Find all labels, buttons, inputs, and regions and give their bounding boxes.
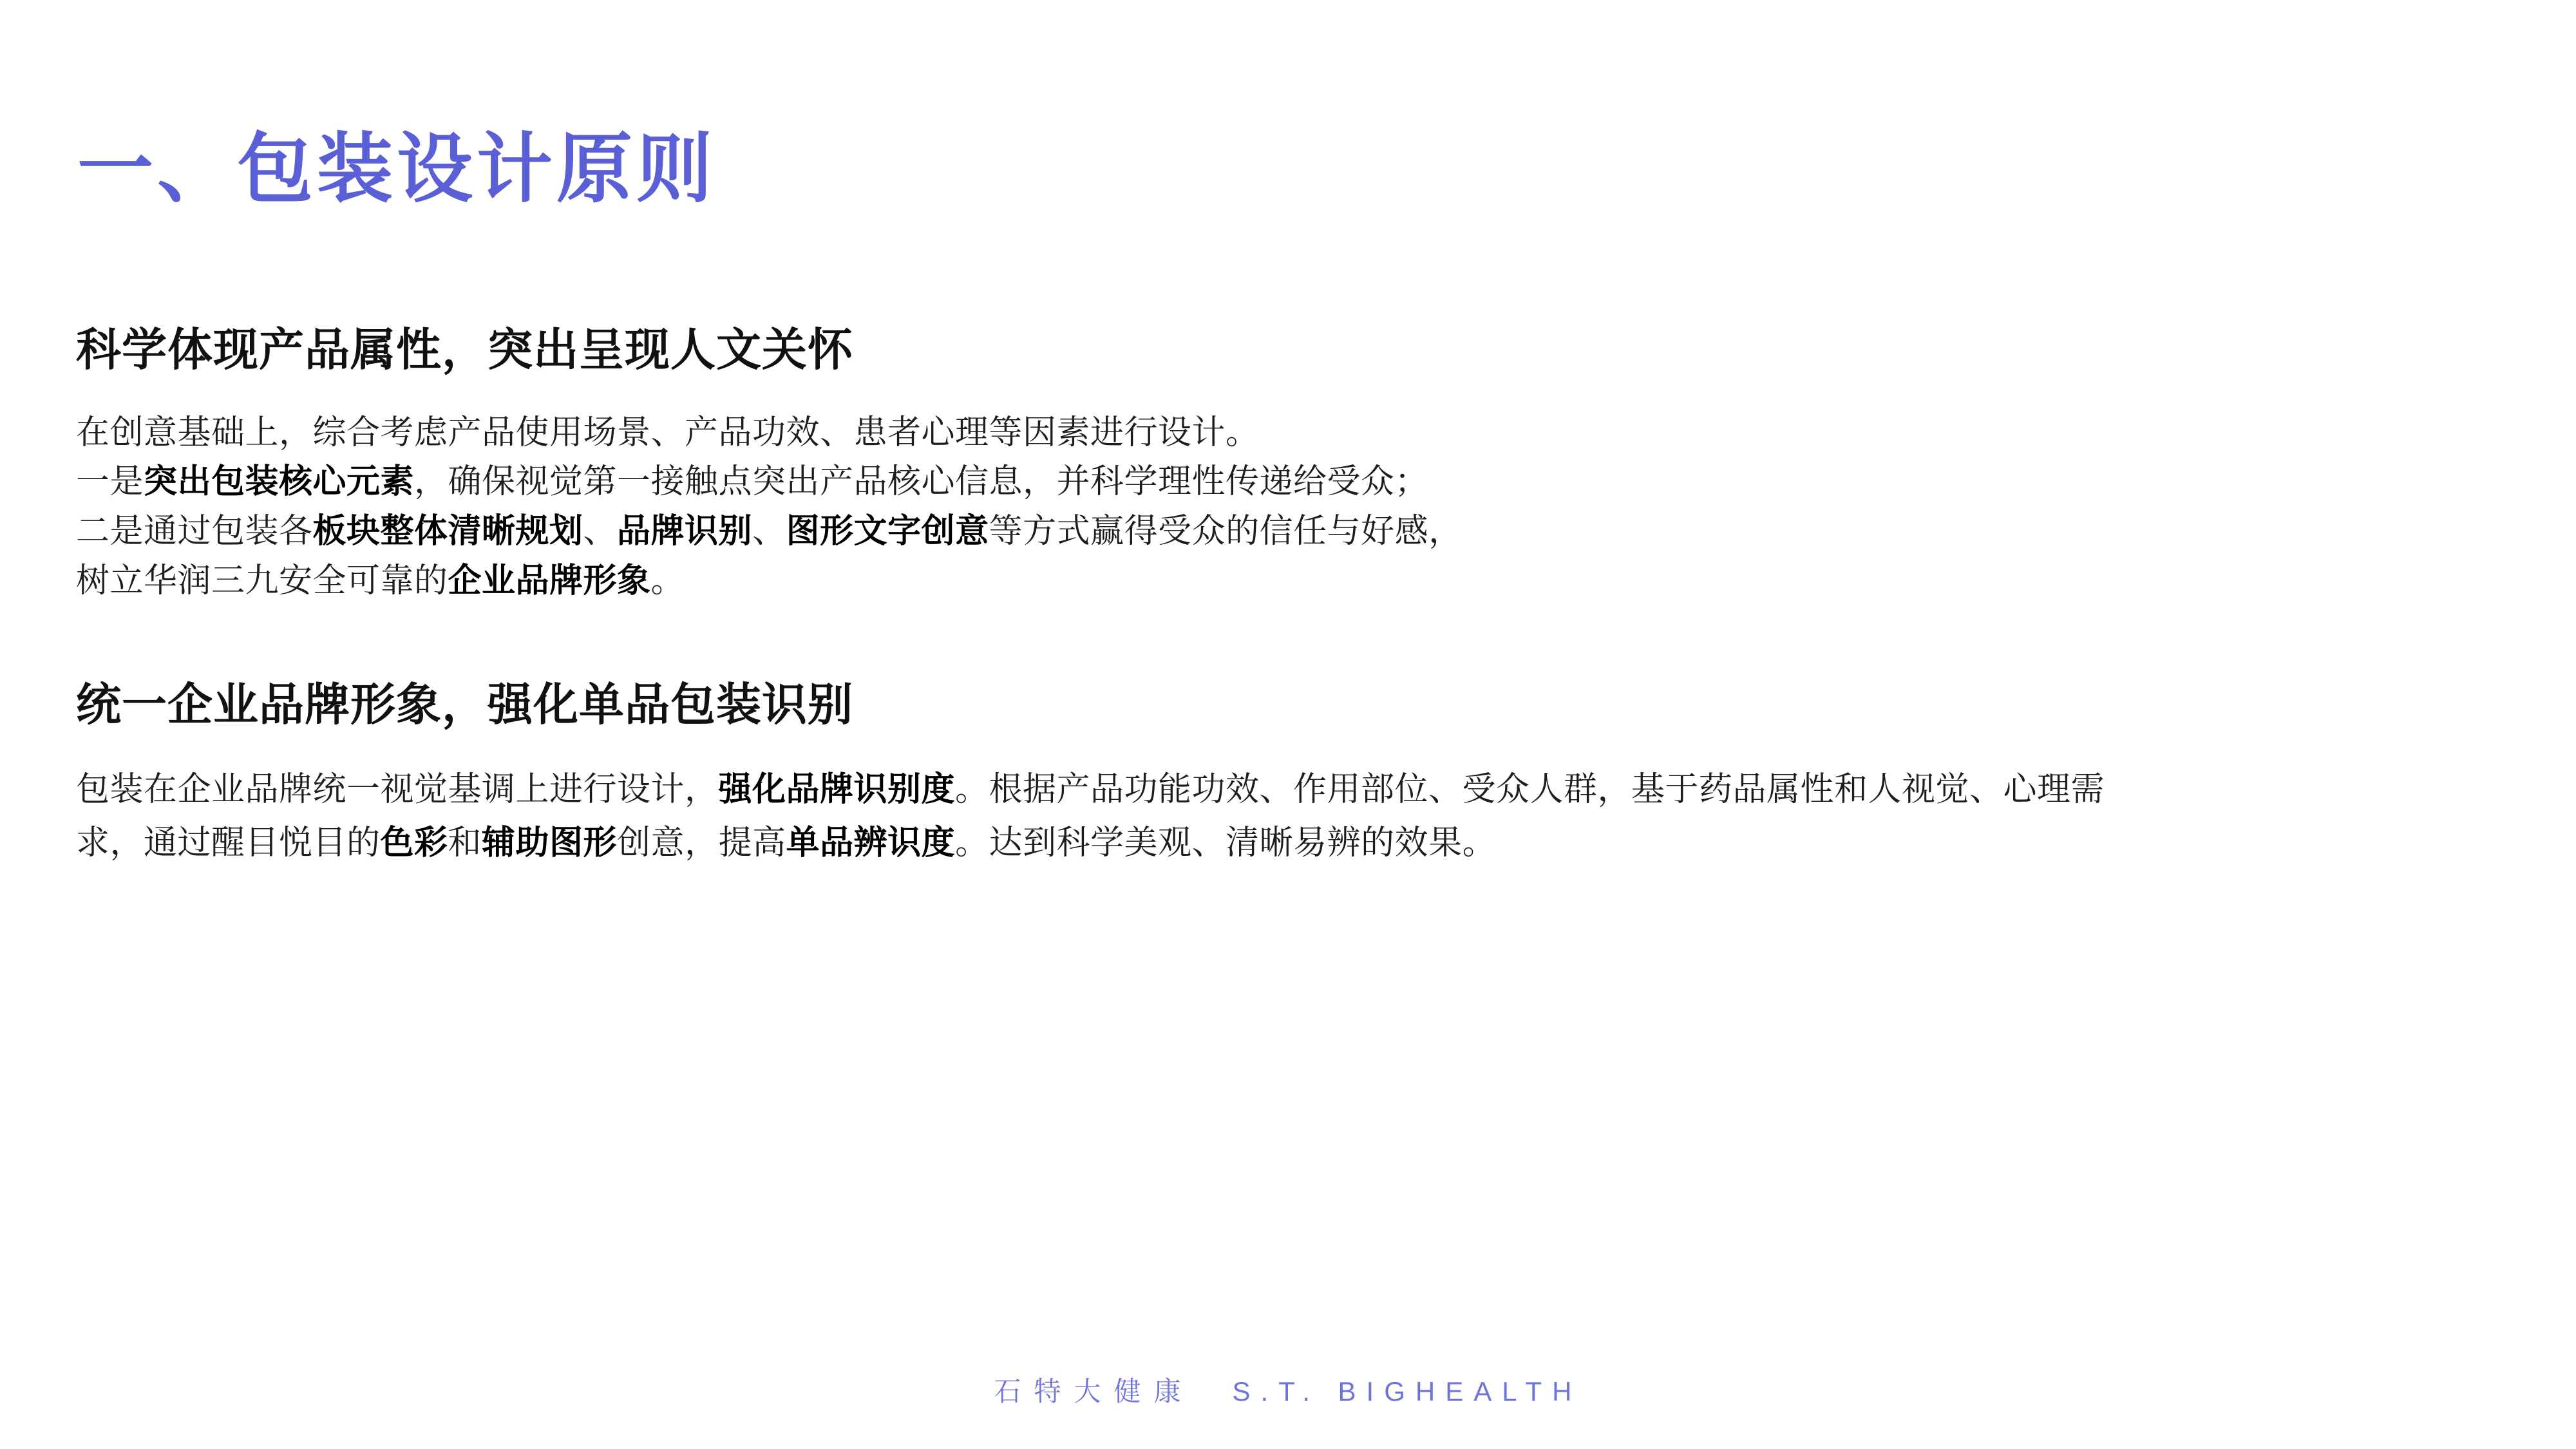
slide-footer	[0, 1370, 2576, 1409]
section-1-line-1: 在创意基础上，综合考虑产品使用场景、产品功效、患者心理等因素进行设计。	[76, 413, 1260, 451]
section-1-line-3: 二是通过包装各板块整体清晰规划、品牌识别、图形文字创意等方式赢得受众的信任与好感，	[76, 513, 1463, 551]
section-1-body	[76, 408, 2201, 607]
section-2-body: 包装在企业品牌统一视觉基调上进行设计，强化品牌识别度。根据产品功能功效、作用部位、受众人群，基于药品属性和人视觉、心理需求，通过醒目悦目的色彩和辅助图形创意，提高单品辨识度。达到科学美观、清晰易辨的效果。	[76, 770, 2105, 862]
section-2	[76, 677, 2201, 870]
footer-brand-en: S.T. BIGHEALTH	[1232, 1376, 1582, 1406]
section-1-line-4: 树立华润三九安全可靠的企业品牌形象。	[76, 562, 685, 600]
section-1	[76, 322, 2201, 606]
footer-brand-cn: 石特大健康	[994, 1376, 1194, 1406]
slide-body	[76, 322, 2201, 941]
section-2-heading: 统一企业品牌形象，强化单品包装识别	[76, 679, 853, 730]
page-title: 一、包装设计原则	[77, 127, 717, 213]
section-1-line-2: 一是突出包装核心元素，确保视觉第一接触点突出产品核心信息，并科学理性传递给受众；	[76, 463, 1429, 501]
section-1-heading: 科学体现产品属性，突出呈现人文关怀	[76, 325, 853, 375]
